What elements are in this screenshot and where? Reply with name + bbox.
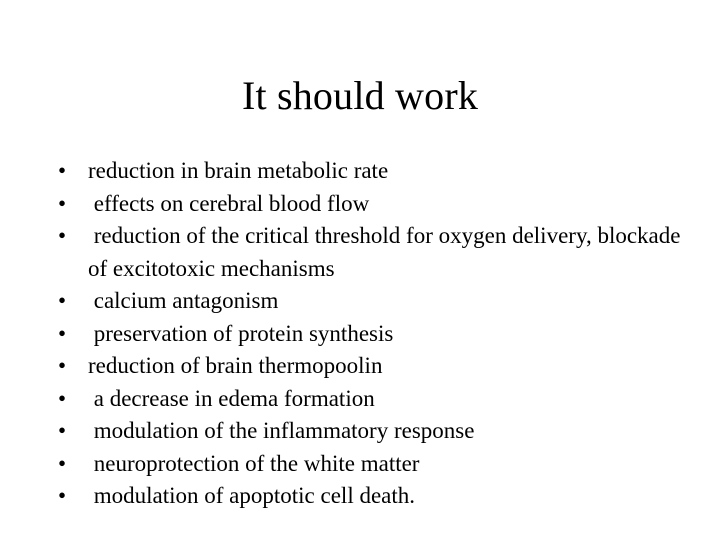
list-item-text: modulation of the inflammatory response bbox=[88, 418, 475, 443]
list-item bbox=[58, 285, 698, 318]
bullet-icon: • bbox=[58, 190, 67, 216]
bullet-icon: • bbox=[58, 385, 67, 411]
list-item bbox=[58, 383, 698, 416]
bullet-icon: • bbox=[58, 353, 67, 378]
bullet-icon: • bbox=[58, 288, 67, 313]
list-item bbox=[58, 318, 698, 351]
bullet-icon: • bbox=[58, 450, 67, 476]
list-item-text: reduction of brain thermopoolin bbox=[88, 353, 383, 378]
list-item-text: effects on cerebral blood flow bbox=[88, 190, 370, 216]
list-item-text: reduction of the critical threshold for oxygen delivery, blockade of excitotoxic mechanisms bbox=[88, 223, 687, 281]
bullet-icon: • bbox=[58, 483, 67, 508]
bullet-icon: • bbox=[58, 320, 67, 346]
bullet-icon: • bbox=[58, 158, 67, 183]
bullet-icon: • bbox=[58, 223, 67, 248]
list-item bbox=[58, 480, 698, 513]
list-item-text: preservation of protein synthesis bbox=[88, 320, 394, 346]
list-item bbox=[58, 415, 698, 448]
list-item bbox=[58, 155, 698, 188]
bullet-list bbox=[58, 155, 698, 513]
list-item-text: reduction in brain metabolic rate bbox=[88, 158, 389, 183]
bullet-icon: • bbox=[58, 418, 67, 443]
list-item bbox=[58, 220, 698, 285]
list-item bbox=[58, 350, 698, 383]
list-item-text: calcium antagonism bbox=[88, 288, 279, 313]
list-item bbox=[58, 448, 698, 481]
list-item-text: neuroprotection of the white matter bbox=[88, 450, 420, 476]
list-item-text: modulation of apoptotic cell death. bbox=[88, 483, 416, 508]
list-item bbox=[58, 188, 698, 221]
slide-title: It should work bbox=[241, 73, 479, 118]
list-item-text: a decrease in edema formation bbox=[88, 385, 375, 411]
